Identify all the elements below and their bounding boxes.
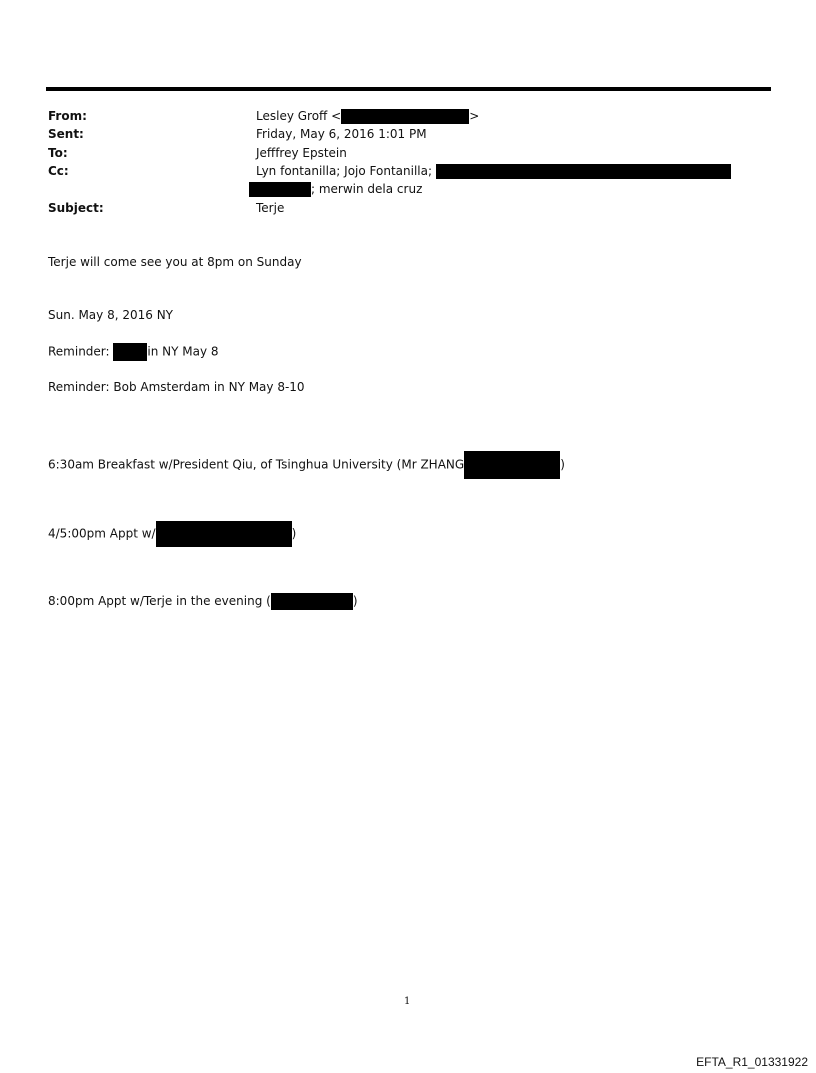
body-intro: Terje will come see you at 8pm on Sunday <box>48 255 302 269</box>
bates-number: EFTA_R1_01331922 <box>696 1055 808 1069</box>
to-label: To: <box>48 146 68 160</box>
body-reminder-2: Reminder: Bob Amsterdam in NY May 8-10 <box>48 380 305 394</box>
appt-3-suffix: ) <box>352 594 358 608</box>
body-date-line: Sun. May 8, 2016 NY <box>48 308 174 322</box>
header-rule <box>46 87 771 91</box>
cc-label: Cc: <box>48 164 69 178</box>
redaction-box <box>271 593 353 610</box>
from-label: From: <box>48 109 87 123</box>
redaction-box <box>113 343 147 361</box>
body-appt-3 <box>48 593 358 610</box>
to-value: Jefffrey Epstein <box>256 146 347 160</box>
appt-2-prefix: 4/5:00pm Appt w/ <box>48 526 156 541</box>
reminder-1-prefix: Reminder: <box>48 344 110 359</box>
cc-names: Lyn fontanilla; Jojo Fontanilla; <box>256 164 433 178</box>
page-number: 1 <box>404 996 411 1007</box>
from-name: Lesley Groff < <box>256 109 342 123</box>
redaction-box <box>156 521 292 547</box>
subject-value: Terje <box>256 201 285 215</box>
cc-value-line2 <box>249 181 422 197</box>
body-appt-1 <box>48 451 565 479</box>
from-value <box>256 108 479 124</box>
appt-3-prefix: 8:00pm Appt w/Terje in the evening ( <box>48 594 271 608</box>
appt-1-suffix: ) <box>560 457 565 472</box>
body-reminder-1 <box>48 343 219 361</box>
cc-names-2: ; merwin dela cruz <box>311 182 423 196</box>
appt-2-suffix: ) <box>291 526 297 541</box>
appt-1-prefix: 6:30am Breakfast w/President Qiu, of Tsinghua University (Mr ZHANG <box>48 457 465 472</box>
body-appt-2 <box>48 521 296 547</box>
redaction-box <box>249 182 311 197</box>
sent-label: Sent: <box>48 127 84 141</box>
redaction-box <box>341 109 469 124</box>
from-close: > <box>469 109 480 123</box>
cc-value-line1 <box>256 163 731 179</box>
redaction-box <box>436 164 731 179</box>
redaction-box <box>464 451 560 479</box>
reminder-1-suffix: in NY May 8 <box>147 344 219 359</box>
sent-value: Friday, May 6, 2016 1:01 PM <box>256 127 427 141</box>
subject-label: Subject: <box>48 201 104 215</box>
